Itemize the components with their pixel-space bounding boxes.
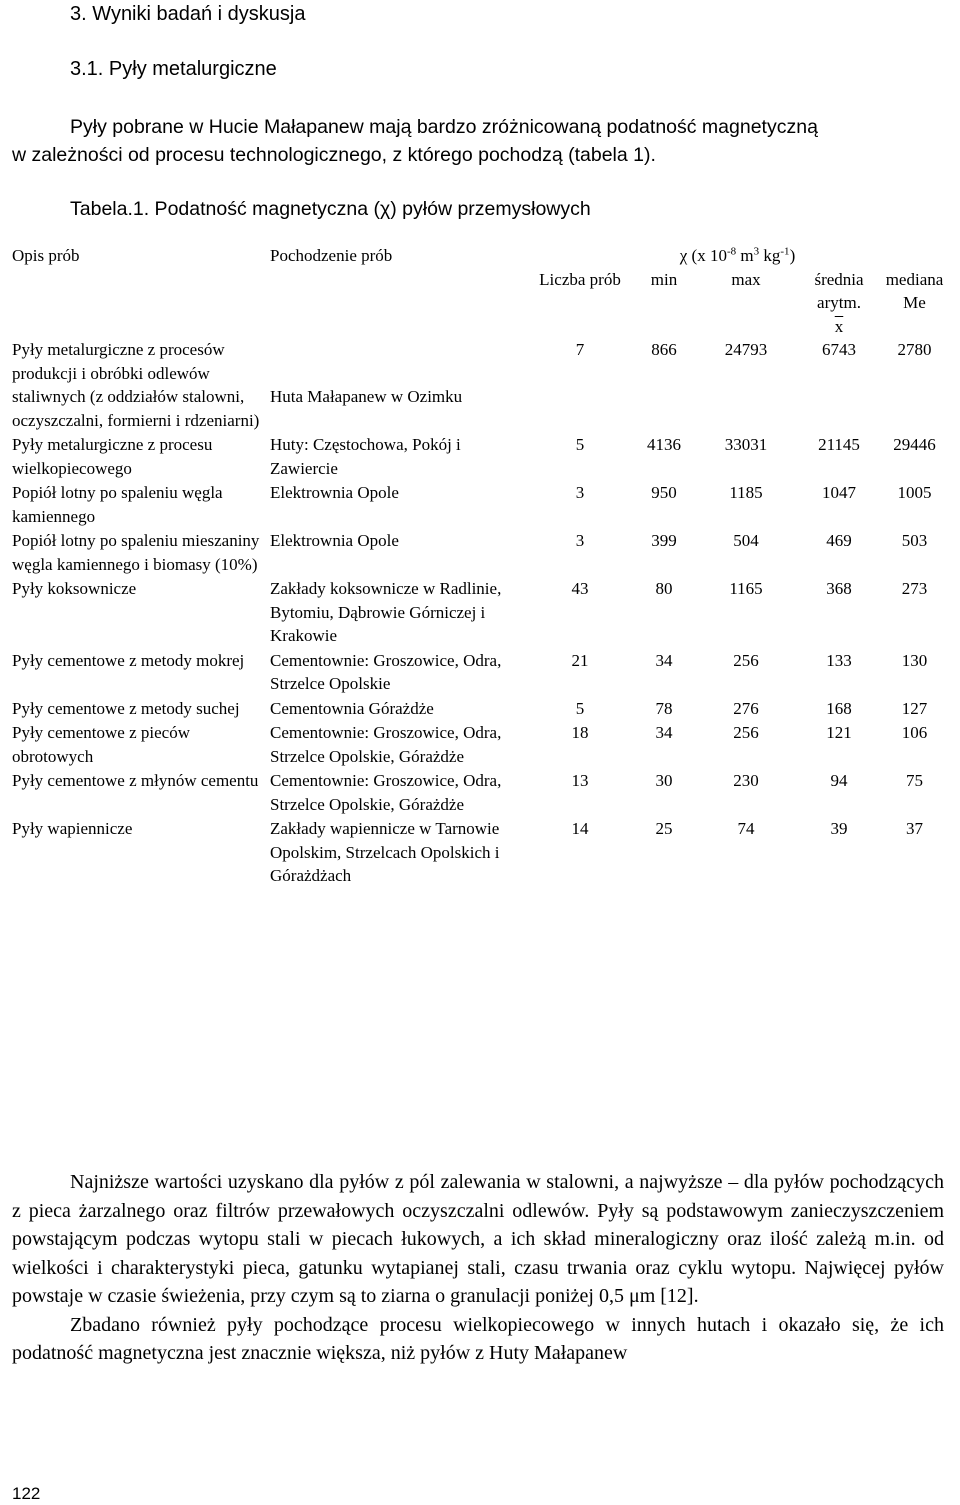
cell-min: 4136 [647,435,681,454]
cell-srednia: 168 [826,698,852,718]
header-srednia-label: średnia arytm. [814,269,864,312]
cell-mediana: 37 [906,819,923,838]
cell-mediana: 503 [901,531,928,550]
table-row [12,817,947,889]
section-title: 3. Wyniki badań i dyskusja [70,3,306,25]
cell-mediana: 130 [901,650,928,670]
cell-max: 504 [733,531,759,550]
cell-min: 34 [655,650,673,670]
subsection-title: 3.1. Pyły metalurgiczne [70,58,277,80]
cell-pochodzenie: Elektrownia Opole [270,483,399,502]
cell-min: 866 [651,340,677,359]
body-text [12,1168,944,1368]
table-row [12,697,947,722]
intro-paragraph [12,113,950,169]
cell-opis: Pyły koksownicze [12,579,137,598]
header-max: max [731,269,761,289]
table-row [12,721,947,769]
cell-opis: Pyły cementowe z metody mokrej [12,650,245,670]
cell-liczba: 21 [571,650,589,670]
cell-liczba: 13 [571,771,589,790]
cell-srednia: 21145 [818,435,860,454]
cell-mediana: 75 [906,771,923,790]
cell-mediana: 1005 [897,483,932,502]
cell-max: 1165 [729,579,763,598]
header-chi [528,244,947,268]
header-min: min [650,269,678,289]
table-body [12,338,947,889]
cell-opis: Pyły metalurgiczne z procesów produkcji i obróbki odlewów staliwnych (z oddziałów stalowni, oczyszczalni, formierni i rdzeniarni) [12,340,260,430]
header-chi-prefix: χ (x 10 [679,246,727,265]
paragraph-1: Najniższe wartości uzyskano dla pyłów z pól zalewania w stalowni, a najwyższe – dla pyłów pochodzących z pieca żarzalnego oraz filtrów przewałowych oczyszczalni odlewów. Pyły są podstawowym zanieczyszczeniem powstającym podczas wytopu stali w piecach łukowych, a ich skład mineralogiczny oraz ilość zależą m.in. od wielkości i charakterystyki pieca, gatunku wytapianej stali, czasu trwania oraz cyklu wytopu. Najwięcej pyłów powstaje w czasie świeżenia, przy czym są to ziarna o granulacji poniżej 0,5 μm [12]. [12,1171,944,1307]
table-row [12,338,947,433]
cell-liczba: 43 [571,579,589,598]
header-mediana: mediana Me [885,269,944,312]
cell-min: 25 [655,819,673,838]
table-row [12,769,947,817]
table-subheader-row [12,268,947,339]
cell-opis: Pyły metalurgiczne z procesu wielkopiecowego [12,435,213,478]
cell-min: 34 [655,723,673,742]
cell-pochodzenie: Huta Małapanew w Ozimku [270,387,463,406]
header-chi-exp2: 3 [753,245,760,258]
cell-max: 33031 [724,435,768,454]
cell-pochodzenie: Zakłady koksownicze w Radlinie, Bytomiu, Dąbrowie Górniczej i Krakowie [270,579,502,645]
cell-liczba: 18 [571,723,589,742]
page-number: 122 [12,1484,41,1503]
cell-mediana: 2780 [897,340,932,359]
cell-srednia: 121 [826,723,852,742]
cell-max: 256 [733,650,759,670]
subheader-empty-2 [270,268,528,339]
cell-pochodzenie: Cementownie: Groszowice, Odra, Strzelce Opolskie, Górażdże [270,723,502,766]
subheader-empty-1 [12,268,270,339]
cell-min: 80 [655,579,673,598]
header-chi-exp1: -8 [726,245,737,258]
cell-max: 1185 [729,483,763,502]
cell-min: 399 [651,531,677,550]
table-caption: Tabela.1. Podatność magnetyczna (χ) pyłów przemysłowych [70,198,591,220]
cell-pochodzenie: Zakłady wapiennicze w Tarnowie Opolskim, Strzelcach Opolskich i Górażdżach [270,819,500,885]
cell-min: 950 [651,483,677,502]
cell-srednia: 94 [830,771,848,790]
cell-pochodzenie: Elektrownia Opole [270,531,399,550]
cell-opis: Pyły wapiennicze [12,819,133,838]
cell-max: 74 [737,819,755,838]
cell-max: 256 [733,723,759,742]
cell-liczba: 3 [575,483,585,502]
cell-max: 276 [733,698,759,718]
cell-pochodzenie: Cementownie: Groszowice, Odra, Strzelce Opolskie, Górażdże [270,771,502,814]
table-row [12,481,947,529]
table-row [12,577,947,649]
cell-srednia: 469 [826,531,852,550]
cell-srednia: 368 [826,579,852,598]
cell-mediana: 273 [901,579,928,598]
intro-line-2: w zależności od procesu technologicznego, z którego pochodzą (tabela 1). [12,144,656,166]
header-chi-exp3: -1 [780,245,790,258]
results-table [12,244,947,889]
cell-pochodzenie: Huty: Częstochowa, Pokój i Zawiercie [270,435,461,478]
cell-liczba: 5 [575,698,585,718]
cell-srednia: 133 [826,650,852,670]
cell-max: 230 [733,771,759,790]
cell-opis: Pyły cementowe z młynów cementu [12,771,259,790]
paragraph-2: Zbadano również pyły pochodzące procesu wielkopiecowego w innych hutach i okazało się, że ich podatność magnetyczna jest znacznie większa, niż pyłów z Huty Małapanew [12,1313,944,1364]
cell-max: 24793 [724,340,768,359]
table-row [12,649,947,697]
cell-opis: Pyły cementowe z pieców obrotowych [12,723,190,766]
cell-srednia: 6743 [822,340,856,359]
header-chi-mid: m [736,246,754,265]
cell-opis: Pyły cementowe z metody suchej [12,698,240,718]
cell-srednia: 1047 [822,483,856,502]
cell-srednia: 39 [830,819,848,838]
header-srednia [796,268,882,339]
header-srednia-symbol: $\overline{x}$ [834,316,844,336]
cell-liczba: 14 [571,819,589,838]
cell-min: 30 [655,771,673,790]
cell-liczba: 7 [575,340,585,359]
cell-opis: Popiół lotny po spaleniu mieszaniny węgla kamiennego i biomasy (10%) [12,531,260,574]
header-opis: Opis prób [12,246,80,265]
cell-liczba: 3 [575,531,585,550]
cell-pochodzenie: Cementownie: Groszowice, Odra, Strzelce Opolskie [270,650,502,693]
table-header-row [12,244,947,268]
header-chi-mid2: kg [759,246,781,265]
cell-pochodzenie: Cementownia Górażdże [270,698,434,718]
cell-mediana: 29446 [893,435,936,454]
cell-opis: Popiół lotny po spaleniu węgla kamiennego [12,483,223,526]
cell-liczba: 5 [575,435,585,454]
header-liczba: Liczba prób [539,269,621,289]
cell-mediana: 127 [901,698,928,718]
cell-min: 78 [655,698,673,718]
table-row [12,529,947,577]
cell-mediana: 106 [901,723,928,742]
table-row [12,433,947,481]
header-pochodzenie: Pochodzenie prób [270,246,393,265]
header-chi-suffix: ) [789,246,796,265]
intro-line-1: Pyły pobrane w Hucie Małapanew mają bardzo zróżnicowaną podatność magnetyczną [70,116,818,138]
